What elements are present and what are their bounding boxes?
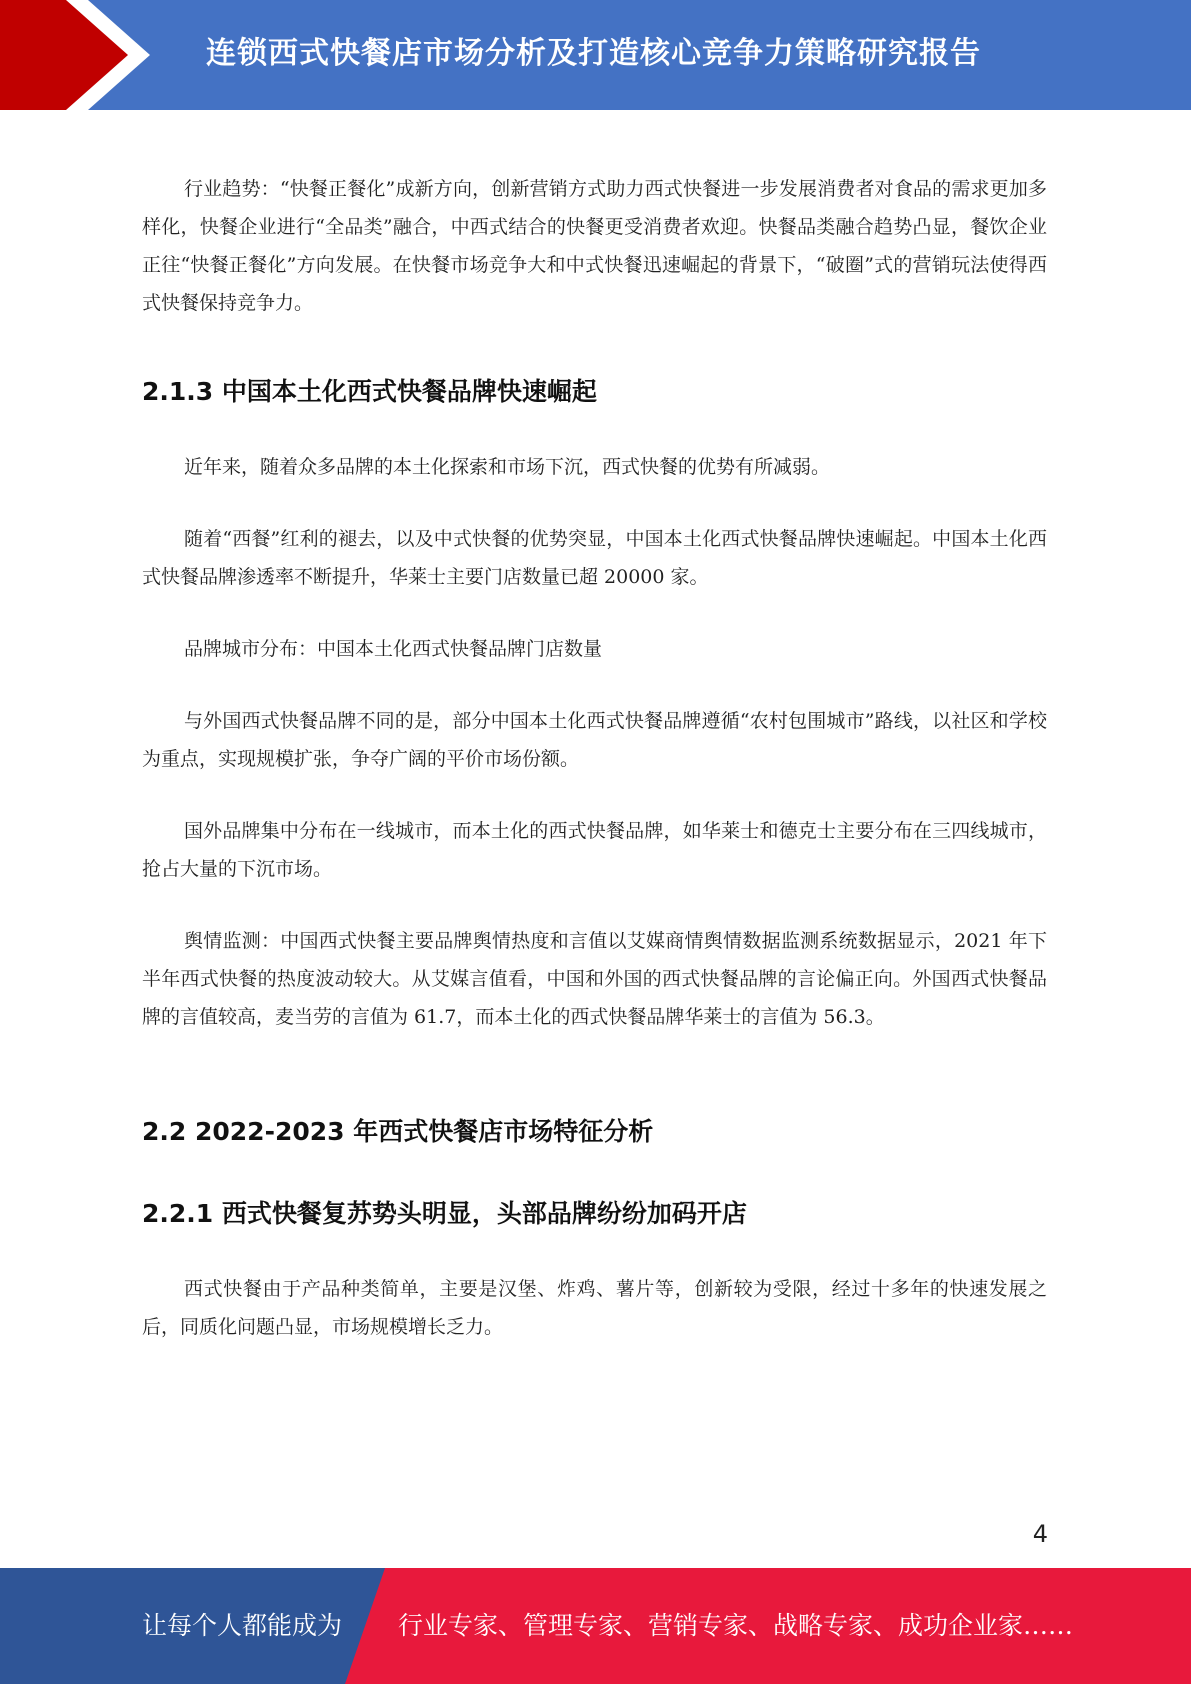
paragraph-local-brands-rise: 随着“西餐”红利的褪去，以及中式快餐的优势突显，中国本土化西式快餐品牌快速崛起。中国本土化西式快餐品牌渗透率不断提升，华莱士主要门店数量已超 20000 家。: [142, 528, 1047, 588]
page-header: [0, 0, 1191, 110]
section-heading-2-1-3: 2.1.3 中国本土化西式快餐品牌快速崛起: [142, 377, 597, 406]
section-heading-2-2-1: 2.2.1 西式快餐复苏势头明显，头部品牌纷纷加码开店: [142, 1199, 747, 1228]
paragraph-brand-city-distribution: 品牌城市分布：中国本土化西式快餐品牌门店数量: [184, 638, 603, 660]
paragraph-rural-strategy: 与外国西式快餐品牌不同的是，部分中国本土化西式快餐品牌遵循“农村包围城市”路线，以社区和学校为重点，实现规模扩张，争夺广阔的平价市场份额。: [142, 710, 1047, 770]
paragraph-public-opinion: 舆情监测：中国西式快餐主要品牌舆情热度和言值以艾媒商情舆情数据监测系统数据显示，2021 年下半年西式快餐的热度波动较大。从艾媒言值看，中国和外国的西式快餐品牌的言论偏正向。外国西式快餐品牌的言值较高，麦当劳的言值为 61.7，而本土化的西式快餐品牌华莱士的言值为 56.3。: [142, 930, 1047, 1028]
footer-slogan-right: 行业专家、管理专家、营销专家、战略专家、成功企业家……: [398, 1611, 1074, 1640]
paragraph-recent-years: 近年来，随着众多品牌的本土化探索和市场下沉，西式快餐的优势有所减弱。: [184, 456, 831, 478]
document-body: [142, 170, 1047, 1346]
section-heading-2-2: 2.2 2022-2023 年西式快餐店市场特征分析: [142, 1117, 654, 1146]
paragraph-foreign-brands: 国外品牌集中分布在一线城市，而本土化的西式快餐品牌，如华莱士和德克士主要分布在三四线城市，抢占大量的下沉市场。: [142, 820, 1047, 880]
paragraph-industry-trend: 行业趋势：“快餐正餐化”成新方向，创新营销方式助力西式快餐进一步发展消费者对食品的需求更加多样化，快餐企业进行“全品类”融合，中西式结合的快餐更受消费者欢迎。快餐品类融合趋势凸显，餐饮企业正往“快餐正餐化”方向发展。在快餐市场竞争大和中式快餐迅速崛起的背景下，“破圈”式的营销玩法使得西式快餐保持竞争力。: [142, 178, 1047, 314]
footer-slogan-left: 让每个人都能成为: [142, 1611, 343, 1640]
header-chevron-icon: [0, 0, 160, 110]
page-footer: [0, 1568, 1191, 1684]
paragraph-western-fastfood-products: 西式快餐由于产品种类简单，主要是汉堡、炸鸡、薯片等，创新较为受限，经过十多年的快速发展之后，同质化问题凸显，市场规模增长乏力。: [142, 1278, 1047, 1338]
report-title: 连锁西式快餐店市场分析及打造核心竞争力策略研究报告: [206, 36, 981, 71]
page-number: 4: [1032, 1520, 1048, 1548]
